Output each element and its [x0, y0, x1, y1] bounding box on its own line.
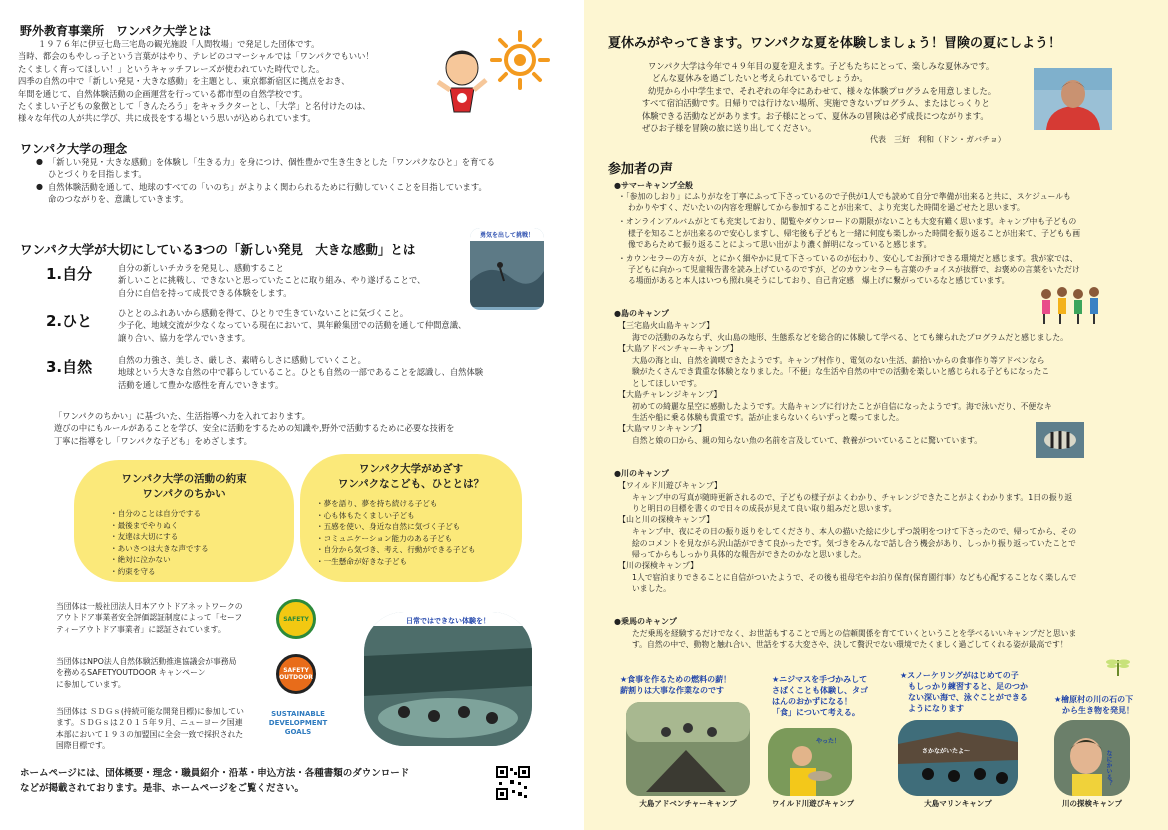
cert-text: 当団体はNPO法人自然体験活動推進協議会が事務局 を務めるSAFETYOUTDOOR キャンペーン に参加しています。 [56, 657, 237, 689]
promise-item: ・ あいさつは大きな声でする [110, 543, 294, 555]
promise-item: ・ 友達は大切にする [110, 531, 294, 543]
island-voices: 【三宅島火山島キャンプ】 海での活動のみならず、火山島の地形、生態系などを総合的に体験して学べる、とても練られたプログラムだと感じました。 【大島アドベンチャーキャンプ】 大島の海と山、自然を満喫できたようです。キャンプ村作り、電気のない生活、薪拾いからの食事作り等アドベンなら 験がたくさんでき貴重な体験となりました。「不便」な生活や自然の中での活動を楽しいと感じられる子どもになったこ としてほしいです。 【大島チャレンジキャンプ】 初めての綺麗な星空に感動したようです。大島キャンプに行けたことが自信になったようです。海で泳いだり、不便なキ 生活や船に乗る体験も貴重です。話が止まらないくらいずっと喋ってました。 【大島マリンキャンプ】 自然と娘の口から、親の知らない魚の名前を言及していて、教養がついていることに驚いています。 [618, 320, 1128, 446]
discovery-num: 1.自分 [46, 265, 93, 283]
about-title: 野外教育事業所 ワンパク大学とは [20, 24, 212, 38]
goal-list [316, 498, 522, 568]
discovery-num: 3.自然 [46, 358, 93, 376]
camp-tag: 【ワイルド川遊びキャンプ】 [618, 481, 722, 490]
discovery-title: ワンパク大学が大切にしている3つの「新しい発見 大きな感動」とは [20, 242, 416, 257]
promise-item: ・ 約束を守る [110, 566, 294, 578]
climbing-photo-label: 勇気を出して挑戦！ [470, 228, 544, 241]
goal-item: ・ 夢を語り、夢を持ち続ける子ども [316, 498, 522, 510]
river-voices: 【ワイルド川遊びキャンプ】 キャンプ中の写真が随時更新されるので、子どもの様子がよくわかり、チャレンジできたことがよくわかります。1日の振り返 りと明日の目標を書くので日々の成長が見えて良い取り組みだと思います。 【山と川の探検キャンプ】 キャンプ中、夜にその日の振り返りをしてくださり、本人の描いた絵に少しずつ説明をつけて下さったので、帰ってから、その 絵のコメントを見ながら沢山話ができて良かったです。気づきをみんなで話し合う機会があり、しっかり振り返っていたことで 帰ってからもしっかり具体的な報告ができたのかなと思いました。 【川の探検キャンプ】 1人で宿泊まりできることに自信がついたようで、その後も祖母宅やお泊り保育(保育園行事）なども心配することなく楽しんで いました。 [618, 480, 1128, 594]
philosophy-item: ● 自然体験活動を通して、地球のすべての「いのち」がよりよく関わられるために行動していくことを目指しています。 命のつながりを、意識していきます。 [36, 181, 556, 206]
photo-caption: 大島アドベンチャーキャンプ [639, 799, 737, 808]
trout-photo [768, 728, 852, 796]
camp-tag: 【川の探検キャンプ】 [618, 561, 699, 571]
sdgs-logo-icon: SUSTAINABLE DEVELOPMENT GOALS [268, 710, 328, 736]
dragonfly-icon [1106, 656, 1130, 676]
camp-tag: 【大島チャレンジキャンプ】 [618, 389, 722, 399]
qr-code-icon[interactable] [496, 766, 530, 800]
safety-outdoor-icon: SAFETY OUTDOOR [276, 654, 316, 694]
summer-title: 夏休みがやってきます。ワンパクな夏を体験しましょう！冒険の夏にしよう！ [608, 36, 1062, 51]
island-label: ●島のキャンプ [614, 309, 669, 318]
goal-subtitle: ワンパクなこども、ひととは？ [337, 478, 485, 490]
promise-item: ・ 最後までやりぬく [110, 520, 294, 532]
safety-badge-icon: SAFETY [276, 599, 316, 639]
photo-bubble: さかながいたよ～ [922, 748, 971, 755]
signature: 代表 三好 利和（ドン・ガバチョ） [870, 135, 1006, 144]
photo-caption: 川の探検キャンプ [1062, 799, 1122, 808]
summer-all-label: ●サマーキャンプ全般 [614, 181, 693, 190]
snorkel-photo [364, 612, 532, 746]
guidance-text: 「ワンパクのちかい」に基づいた、生活指導へ力を入れております。 遊びの中にもルールがあることを学び、安全に活動をするための知識や,野外で活動するために必要な技術を 丁寧に指導をし「ワンパクな子ども」をめざします。 [54, 411, 455, 446]
about-line: たくましい子どもの象徴として「きんたろう」をキャラクターとし、「大学」と名付けたのは、 [18, 101, 371, 112]
snorkeling-photo [898, 720, 1018, 796]
discovery-text: ひととのふれあいから感動を得て、ひとりで生きていないことに気づくこと。 少子化、地域交流が少なくなっている現在において、異年齢集団での活動を通して仲間意識、 譲り合い、協力を学んでいきます。 [118, 308, 467, 343]
feature-caption: ★スノーケリングがはじめての子 もしっかり練習すると、足のつか ない深い海で、泳ぐことができる ようになります [900, 671, 1028, 713]
photo-caption: 大島マリンキャンプ [924, 799, 992, 808]
feature-caption: ★食事を作るための燃料の薪！ 薪割りは大事な作業なのです [620, 675, 732, 695]
philosophy-list [36, 156, 556, 206]
philosophy-item: ● 「新しい発見・大きな感動」を体験し「生きる力」を身につけ、個性豊かで生き生きとした「ワンパクなひと」を育てる ひとづくりを目指します。 [36, 156, 556, 181]
promise-title: ワンパク大学の活動の約束 [121, 473, 247, 485]
about-line: 四季の自然の中で「新しい発見・大きな感動」を主題とし、東京都新宿区に拠点をおき、 [18, 76, 350, 87]
discovery-text: 自然の力強さ、美しさ、厳しさ、素晴らしさに感動していくこと。 地球という大きな自然の中で暮らしていること。ひとも自然の一部であることを認識し、自然体験 活動を通して豊かな感性を育んでいきます。 [118, 355, 484, 390]
about-line: たくましく育ってほしい！」というキャッチフレーズが使われていた時代でした。 [18, 63, 325, 74]
camp-tag: 【山と川の探検キャンプ】 [618, 515, 715, 525]
promise-box [74, 460, 294, 582]
director-photo [1034, 68, 1112, 130]
camp-tag: 【大島アドベンチャーキャンプ】 [618, 344, 738, 354]
right-page [584, 0, 1168, 830]
discovery-num: 2.ひと [46, 312, 93, 330]
river-child-photo-image [1054, 720, 1130, 796]
intro-text: ワンパク大学は今年で４９年目の夏を迎えます。子どもたちにとって、楽しみな夏休みです。 どんな夏休みを過ごしたいと考えられているでしょうか。 幼児から小中学生まで、それぞれの年令にあわせて、様々な体験プログラムを用意しました。 すべて宿泊活動です。日帰りでは行けない場所、実施できないプログラム、またはじっくりと 体験できる活動などがあります。お子様にとって、夏休みの冒険は必ず成長につながります。 ぜひお子様を冒険の旅に送り出してください。 [642, 61, 997, 134]
promise-item: ・ 自分のことは自分でする [110, 508, 294, 520]
philosophy-title: ワンパク大学の理念 [20, 142, 128, 156]
goal-title: ワンパク大学がめざす [358, 463, 464, 475]
camp-tag: 【大島マリンキャンプ】 [618, 424, 707, 434]
about-line: 様々な年代の人が共に学び、共に成長をする場という思いが込められています。 [18, 113, 316, 124]
discovery-text: 自分の新しいチカラを発見し、感動すること 新しいことに挑戦し、できないと思っていたことに取り組み、やり遂げることで、 自分に自信を持って成長できる体験をします。 [118, 263, 426, 298]
about-line: １９７６年に伊豆七島三宅島の観光施設「人間牧場」で発足した団体です。 [38, 39, 320, 49]
promise-subtitle: ワンパクのちかい [142, 488, 226, 500]
cert-text: 当団体は一般社団法人日本アウトドアネットワークの アウトドア事業者安全評価認証制度によって「セーフ ティーアウトドア事業者」に認証されています。 [56, 602, 243, 634]
about-line: 当時、都会のもやしっ子という言葉がはやり、テレビのコマーシャルでは「ワンパクでもいい！ [18, 51, 374, 62]
feature-caption: ★ニジマスを手づかみして さばくことも体験し、タゴ はんのおかずになる！ 「食」について考える。 [772, 675, 868, 717]
fish-photo [1036, 422, 1084, 458]
about-line: 年間を通じて、自然体験活動の企画運営を行っている都市型の自然学校です。 [18, 88, 308, 99]
goal-item: ・ 五感を使い、身近な自然に気づく子ども [316, 521, 522, 533]
firewood-photo [626, 702, 750, 796]
river-child-photo [1054, 720, 1130, 796]
promise-list [110, 508, 294, 578]
voices-title: 参加者の声 [608, 162, 674, 177]
climbing-photo [470, 228, 544, 310]
goal-item: ・ 一生懸命が好きな子ども [316, 556, 522, 568]
horse-label: ●乗馬のキャンプ [614, 617, 677, 626]
goal-box [300, 454, 522, 582]
photo-caption: ワイルド川遊びキャンプ [771, 799, 855, 808]
photo-bubble: やった！ [816, 738, 841, 745]
camp-tag: 【三宅島火山島キャンプ】 [618, 321, 715, 330]
promise-item: ・ 絶対に泣かない [110, 554, 294, 566]
cert-text: 当団体は ＳＤＧｓ(持続可能な開発目標)に参加してい ます。ＳＤＧｓは２０１５年９月、ニューヨーク国連 本部において１９３の加盟国に全会一致で採択された 国際目標です。 [56, 707, 244, 751]
kintaro-mascot-icon [432, 20, 552, 125]
goal-item: ・ 心も体もたくましい子ども [316, 510, 522, 522]
photo-bubble: なにかいる？ [1105, 750, 1112, 786]
goal-item: ・ コミュニケーション能力のある子ども [316, 533, 522, 545]
homepage-text: ホームページには、団体概要・理念・職員紹介・沿革・申込方法・各種書類のダウンロード などが掲載されております。是非、ホームページをご覧ください。 [20, 768, 410, 794]
river-label: ●川のキャンプ [614, 469, 669, 478]
summer-all-voices: ・「参加のしおり」にふりがなを丁寧にふって下さっているので子供が1人でも読めて自分で準備が出来ると共に、スケジュールも わかりやすく、だいたいの内容を理解してから参加することが出来て、より充実した時間を過ごせたと思います。 ・オンラインアルバムがとても充実しており、閲覧やダウンロードの期限がないことも大変有難く思います。キャンプ中も子どもの 様子を知ることが出来るので安心しますし、帰宅後も子どもと一緒に何度も楽しかった時間を振り返ることが出来て、子どもも画 像であらためて振り返ることによって思い出がより濃く鮮明になっていると感じます。 ・カウンセラーの方々が、とにかく細やかに見て下さっているのが伝わり、安心してお預けできる環境だと感じます。我が家では、 子どもに向かって児童報告書を読み上げているのですが、どのカウンセラーも言葉のチョイスが抜群で、お褒めの言葉をいただけ る場面があると本人はいつも照れ臭そうにしており、自己肯定感 爆上げに繋がっているなと感じています。 [618, 192, 1081, 286]
horse-voices: ただ乗馬を経験するだけでなく、お世話もすることで馬との信頼関係を育てていくということを学べるいいキャンプだと思いま す。自然の中で、動物と触れ合い、世話をする大変さや、決して贅沢でない環境でたくましく過ごしてくれる姿が最高です！ [632, 629, 1077, 650]
about-text [18, 38, 448, 125]
snorkeling-photo-image [898, 720, 1018, 796]
goal-item: ・ 自分から気づき、考え、行動ができる子ども [316, 544, 522, 556]
snorkel-photo-label: 日常ではできない体験を！ [364, 612, 532, 626]
feature-caption: ★檜原村の川の石の下 から生き物を発見！ [1054, 695, 1134, 715]
